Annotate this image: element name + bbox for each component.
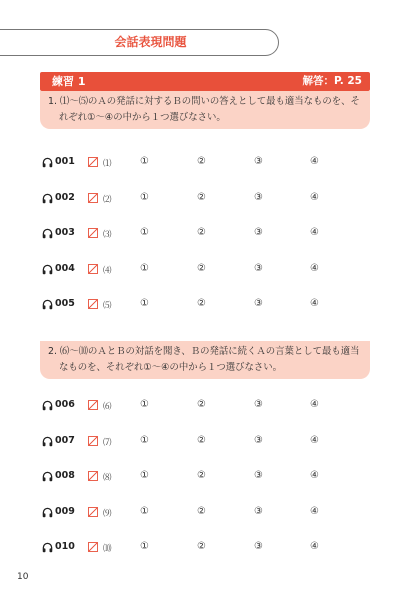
checkbox-icon[interactable]: [88, 471, 98, 481]
headphones-icon[interactable]: [42, 471, 53, 482]
question-row: [40, 398, 380, 414]
answer-option-1[interactable]: ①: [140, 298, 149, 309]
audio-track-number: 003: [55, 227, 75, 238]
practice-label: 練習 1: [52, 75, 86, 88]
question-row: [40, 469, 380, 485]
instruction-line: 1. ⑴〜⑸のＡの発話に対するＢの問いの答えとして最も適当なものを、そ: [48, 96, 360, 107]
instruction-line: なものを、それぞれ①〜④の中から１つ選びなさい。: [59, 362, 283, 373]
answer-option-1[interactable]: ①: [140, 156, 149, 167]
headphones-icon[interactable]: [42, 507, 53, 518]
page-title: 会話表現問題: [114, 35, 187, 49]
answer-option-3[interactable]: ③: [254, 434, 263, 446]
answer-option-1[interactable]: ①: [140, 541, 149, 552]
answer-option-2[interactable]: ②: [197, 541, 206, 552]
question-number: ⑽: [103, 544, 112, 554]
answer-option-2[interactable]: ②: [197, 156, 206, 167]
answer-option-3[interactable]: ③: [254, 541, 263, 552]
question-number: ⑵: [103, 194, 112, 205]
audio-track-number: 004: [55, 262, 75, 274]
headphones-icon[interactable]: [42, 436, 53, 447]
question-row: [40, 191, 380, 207]
question-number: ⑺: [103, 437, 112, 448]
answer-option-4[interactable]: ④: [310, 156, 319, 167]
question-row: [40, 434, 380, 450]
answer-option-1[interactable]: ①: [140, 470, 149, 481]
answer-option-1[interactable]: ①: [140, 262, 149, 274]
answer-option-2[interactable]: ②: [197, 399, 206, 410]
answer-option-4[interactable]: ④: [310, 541, 319, 552]
question-number: ⑷: [103, 265, 112, 276]
headphones-icon[interactable]: [42, 228, 53, 239]
audio-track-number: 006: [55, 399, 75, 410]
answer-option-1[interactable]: ①: [140, 399, 149, 410]
audio-track-number: 010: [55, 541, 75, 552]
checkbox-icon[interactable]: [88, 228, 98, 238]
page-number: 10: [17, 572, 29, 582]
checkbox-icon[interactable]: [88, 299, 98, 309]
answer-option-3[interactable]: ③: [254, 298, 263, 309]
answer-option-2[interactable]: ②: [197, 505, 206, 517]
instruction-line: れぞれ①〜④の中から１つ選びなさい。: [59, 112, 226, 123]
answer-option-3[interactable]: ③: [254, 505, 263, 517]
answer-option-3[interactable]: ③: [254, 156, 263, 167]
answer-option-3[interactable]: ③: [254, 262, 263, 274]
headphones-icon[interactable]: [42, 400, 53, 411]
headphones-icon[interactable]: [42, 157, 53, 168]
checkbox-icon[interactable]: [88, 264, 98, 274]
answer-option-2[interactable]: ②: [197, 298, 206, 309]
answer-option-1[interactable]: ①: [140, 227, 149, 238]
answer-option-4[interactable]: ④: [310, 505, 319, 517]
instruction-box-2: [40, 341, 370, 379]
audio-track-number: 001: [55, 156, 75, 167]
question-row: [40, 262, 380, 278]
headphones-icon[interactable]: [42, 193, 53, 204]
instruction-box-1: [40, 91, 370, 129]
audio-track-number: 009: [55, 505, 75, 517]
checkbox-icon[interactable]: [88, 542, 98, 552]
answer-option-3[interactable]: ③: [254, 399, 263, 410]
answer-option-2[interactable]: ②: [197, 470, 206, 481]
checkbox-icon[interactable]: [88, 436, 98, 446]
question-number: ⑸: [103, 301, 112, 311]
headphones-icon[interactable]: [42, 299, 53, 310]
audio-track-number: 008: [55, 470, 75, 481]
header-tab: [0, 29, 279, 56]
answer-option-4[interactable]: ④: [310, 227, 319, 238]
question-row: [40, 297, 380, 313]
question-number: ⑼: [103, 508, 112, 519]
headphones-icon[interactable]: [42, 264, 53, 275]
practice-bar: [40, 72, 370, 91]
instruction-line: 2. ⑹〜⑽のＡとＢの対話を聞き、Ｂの発話に続くＡの言葉として最も適当: [48, 346, 360, 357]
audio-track-number: 005: [55, 298, 75, 309]
answer-option-4[interactable]: ④: [310, 470, 319, 481]
question-number: ⑴: [103, 159, 112, 169]
audio-track-number: 007: [55, 434, 75, 446]
checkbox-icon[interactable]: [88, 507, 98, 517]
question-row: [40, 226, 380, 242]
question-row: [40, 505, 380, 521]
question-row: [40, 155, 380, 171]
answer-option-2[interactable]: ②: [197, 227, 206, 238]
headphones-icon[interactable]: [42, 542, 53, 553]
question-number: ⑶: [103, 230, 112, 240]
answer-option-1[interactable]: ①: [140, 434, 149, 446]
answer-option-4[interactable]: ④: [310, 262, 319, 274]
answer-option-3[interactable]: ③: [254, 227, 263, 238]
answer-option-4[interactable]: ④: [310, 399, 319, 410]
answer-option-1[interactable]: ①: [140, 191, 149, 203]
answer-reference: 解答：P. 25: [302, 75, 362, 87]
answer-option-4[interactable]: ④: [310, 191, 319, 203]
checkbox-icon[interactable]: [88, 400, 98, 410]
answer-option-3[interactable]: ③: [254, 191, 263, 203]
audio-track-number: 002: [55, 191, 75, 203]
answer-option-4[interactable]: ④: [310, 298, 319, 309]
answer-option-2[interactable]: ②: [197, 191, 206, 203]
checkbox-icon[interactable]: [88, 157, 98, 167]
answer-option-3[interactable]: ③: [254, 470, 263, 481]
answer-option-1[interactable]: ①: [140, 505, 149, 517]
checkbox-icon[interactable]: [88, 193, 98, 203]
answer-option-2[interactable]: ②: [197, 434, 206, 446]
question-row: [40, 540, 380, 556]
question-number: ⑹: [103, 402, 112, 412]
answer-option-4[interactable]: ④: [310, 434, 319, 446]
question-number: ⑻: [103, 473, 112, 483]
answer-option-2[interactable]: ②: [197, 262, 206, 274]
